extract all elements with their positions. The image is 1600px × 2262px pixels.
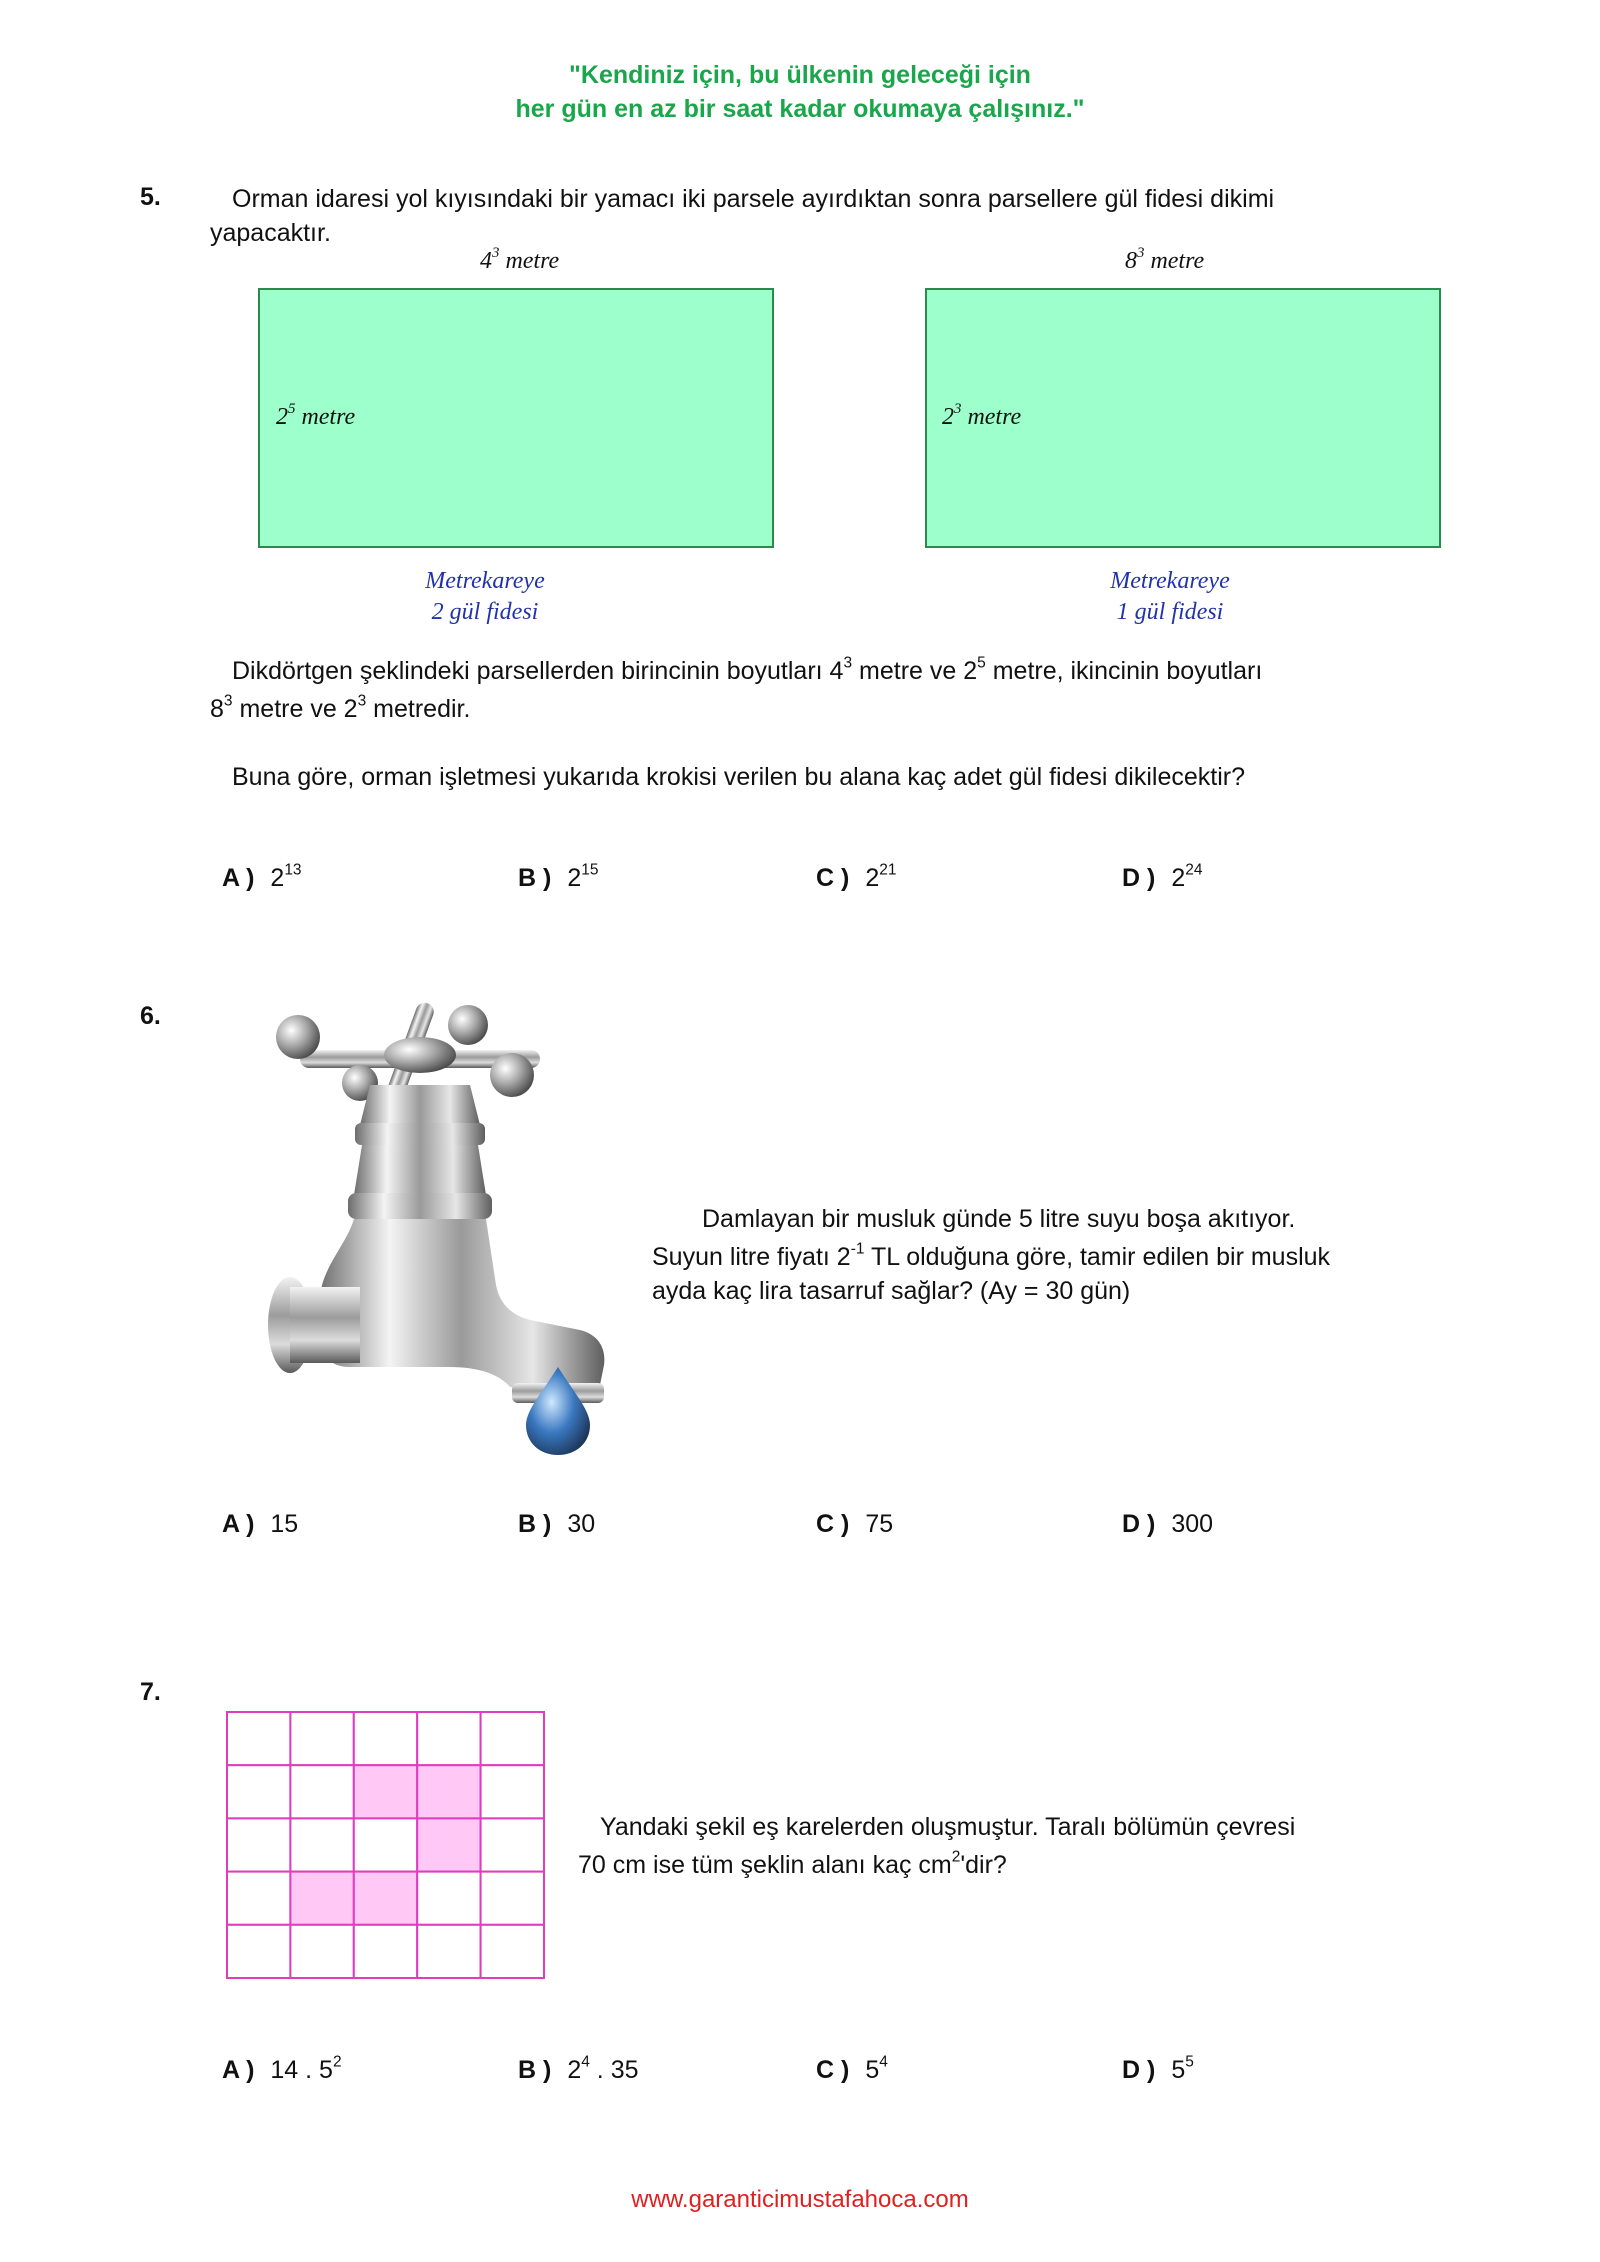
grid-cell (481, 1712, 544, 1765)
grid-cell (290, 1818, 353, 1871)
question-6-text-line2: Suyun litre fiyatı $2^{-1}$ TL olduğuna göre, tamir edilen bir musluk (652, 1240, 1331, 1271)
shaded-grid-cell (354, 1765, 417, 1818)
grid-cell (417, 1872, 480, 1925)
question-6-text-line1: Damlayan bir musluk günde 5 litre suyu boşa akıtıyor. (702, 1205, 1296, 1233)
question-5-option-b[interactable]: B ) $2^{15}$ (518, 861, 599, 892)
grid-cell (481, 1818, 544, 1871)
question-7-option-c[interactable]: C ) $5^4$ (816, 2053, 888, 2084)
grid-cell (290, 1712, 353, 1765)
question-5-intro-line2: yapacaktır. (210, 219, 331, 247)
grid-cell (227, 1765, 290, 1818)
question-5-number: 5. (140, 183, 161, 211)
parcel-1-width-label: $4^3$ metre (480, 244, 560, 274)
grid-cell (417, 1712, 480, 1765)
question-5-option-c[interactable]: C ) $2^{21}$ (816, 861, 897, 892)
grid-cell (227, 1818, 290, 1871)
question-5-body-line1: Dikdörtgen şeklindeki parsellerden birincinin boyutları $4^3$ metre ve $2^5$ metre, ikincinin boyutları (232, 654, 1263, 685)
question-5-option-d[interactable]: D ) $2^{24}$ (1122, 861, 1203, 892)
question-7-text-line2: 70 cm ise tüm şeklin alanı kaç $cm^2'dir$? (578, 1848, 1007, 1879)
question-6-option-c[interactable]: C ) 75 (816, 1510, 894, 1538)
question-6-option-d[interactable]: D ) 300 (1122, 1510, 1214, 1538)
question-5-prompt: Buna göre, orman işletmesi yukarıda krokisi verilen bu alana kaç adet gül fidesi dikilecektir? (232, 763, 1246, 791)
grid-cell (354, 1818, 417, 1871)
shaded-grid-cell (417, 1818, 480, 1871)
question-6-option-b[interactable]: B ) 30 (518, 1510, 596, 1538)
question-7-option-d[interactable]: D ) $5^5$ (1122, 2053, 1194, 2084)
grid-cell (354, 1925, 417, 1978)
shaded-grid-cell (354, 1872, 417, 1925)
motto-line-1: "Kendiniz için, bu ülkenin geleceği için (569, 61, 1031, 89)
question-6-option-a[interactable]: A ) 15 (222, 1510, 299, 1538)
parcel-1-height-label: $2^5$ metre (276, 400, 356, 430)
question-7-number: 7. (140, 1678, 161, 1706)
motto-line-2: her gün en az bir saat kadar okumaya çalışınız." (515, 95, 1085, 123)
question-5-option-a[interactable]: A ) $2^{13}$ (222, 861, 302, 892)
shaded-grid-cell (290, 1872, 353, 1925)
faucet-icon (250, 995, 650, 1455)
parcel-2-rate-line1: Metrekareye (1110, 568, 1230, 594)
parcel-1-rate-line2: 2 gül fidesi (431, 599, 539, 625)
parcel-2-height-label: $2^3$ metre (942, 400, 1022, 430)
grid-cell (227, 1872, 290, 1925)
grid-cell (481, 1925, 544, 1978)
question-6-text-line3: ayda kaç lira tasarruf sağlar? (Ay = 30 gün) (652, 1277, 1131, 1305)
footer-website[interactable]: www.garanticimustafahoca.com (631, 2186, 969, 2213)
parcel-2-width-label: $8^3$ metre (1125, 244, 1205, 274)
grid-cell (227, 1925, 290, 1978)
question-5-intro-line1: Orman idaresi yol kıyısındaki bir yamacı iki parsele ayırdıktan sonra parsellere gül fidesi dikimi (232, 185, 1275, 213)
question-6-number: 6. (140, 1002, 161, 1030)
grid-cell (481, 1765, 544, 1818)
question-7-text-line1: Yandaki şekil eş karelerden oluşmuştur. Taralı bölümün çevresi (600, 1813, 1296, 1841)
square-grid-svg (225, 1710, 546, 1980)
parcel-1-rate-line1: Metrekareye (425, 568, 545, 594)
grid-cell (227, 1712, 290, 1765)
grid-cell (481, 1872, 544, 1925)
grid-cell (354, 1712, 417, 1765)
shaded-grid-cell (417, 1765, 480, 1818)
question-5-body-line2: $8^3$ metre ve $2^3$ metredir. (210, 692, 471, 723)
grid-cell (417, 1925, 480, 1978)
question-7-option-b[interactable]: B ) $2^4$ . 35 (518, 2053, 639, 2084)
question-7-option-a[interactable]: A ) 14 . $5^2$ (222, 2053, 342, 2084)
parcel-2-rate-line2: 1 gül fidesi (1116, 599, 1224, 625)
grid-cell (290, 1765, 353, 1818)
square-grid-figure (225, 1710, 542, 1976)
grid-cell (290, 1925, 353, 1978)
